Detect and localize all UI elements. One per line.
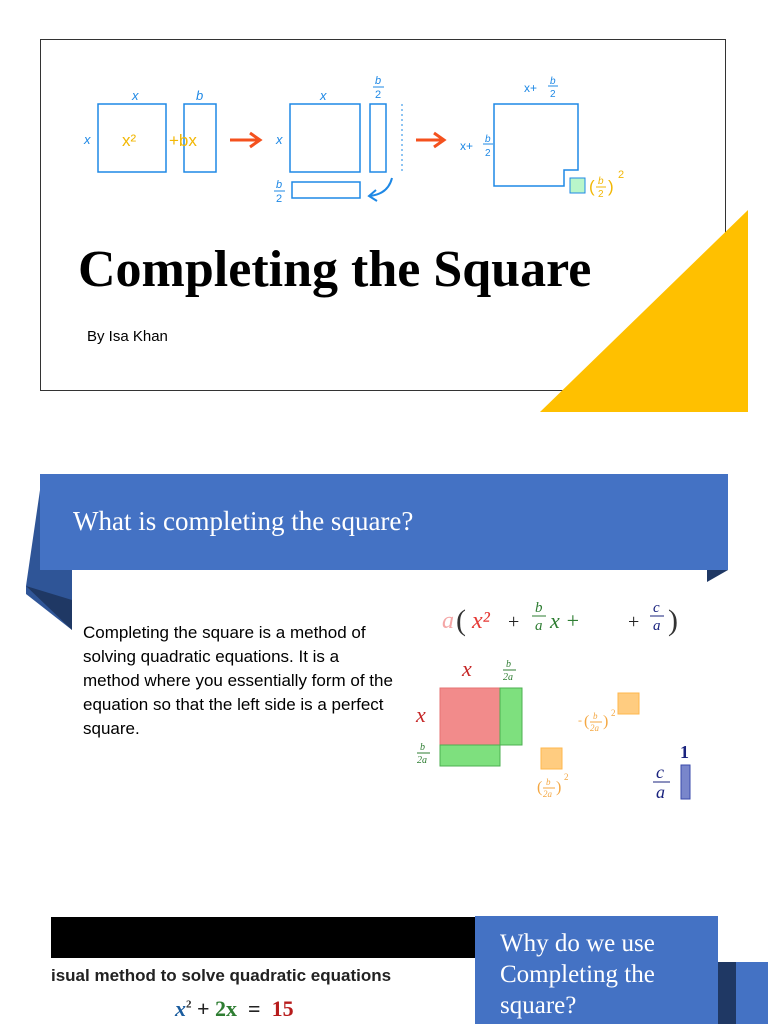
frac-b-den-4: 2: [485, 148, 491, 159]
frac-b-den-2: 2: [276, 193, 283, 205]
eq-x: x: [175, 996, 186, 1021]
frac-a-2: a: [653, 618, 661, 634]
x-squared-area: [440, 688, 500, 745]
frac-b: b: [535, 600, 543, 616]
eq-plus: +: [197, 996, 210, 1021]
paren-close: ): [608, 177, 614, 196]
plus-1: +: [508, 611, 520, 633]
b-half-strip-vertical: [370, 104, 386, 172]
label-x-plus-left: x+: [460, 139, 474, 153]
frac-b-num-3: b: [550, 76, 556, 87]
pos-frac-2a: 2a: [543, 789, 552, 799]
slide-title: Completing the Square: [78, 241, 592, 298]
banner-fold-right: [707, 570, 728, 582]
label-x-left: x: [416, 702, 426, 727]
pos-exponent: 2: [564, 772, 569, 782]
label-x-plus-top: x+: [524, 81, 538, 95]
neg-paren-close: ): [603, 713, 609, 730]
pos-paren-open: (: [537, 779, 543, 796]
blue-block-decoration: [736, 962, 768, 1024]
paren-open: (: [456, 604, 466, 637]
missing-corner-square: [570, 178, 585, 193]
label-x-top: x: [462, 656, 472, 681]
author-line: By Isa Khan: [87, 328, 168, 345]
label-x-left: x: [84, 132, 91, 147]
neg-frac-b: b: [593, 711, 598, 721]
video-top-bar: [51, 917, 475, 958]
area-model-diagram: [410, 592, 710, 812]
orange-arrow-1: [230, 133, 260, 147]
video-caption: isual method to solve quadratic equations: [51, 966, 392, 985]
frac-b-den-5: 2: [598, 189, 604, 200]
frac-b-num: b: [375, 75, 382, 87]
label-plus-bx: +bx: [169, 131, 197, 150]
term-x2: x²: [472, 608, 490, 634]
definition-text: Completing the square is a method of solving quadratic equations. It is a method where you essentially form of the equation so that the left side is a perfect square.: [83, 623, 393, 738]
horizontal-green-strip: [440, 745, 500, 766]
x-square-2: [290, 104, 360, 172]
label-x-squared: x²: [122, 131, 137, 150]
pos-paren-close: ): [556, 779, 562, 796]
positive-square: [541, 748, 562, 769]
eq-exp: 2: [186, 998, 192, 1011]
frac-b-den-3: 2: [550, 89, 556, 100]
exponent-2: 2: [618, 169, 625, 181]
pos-frac-b: b: [546, 777, 551, 787]
label-b-top: b: [196, 88, 204, 103]
label-x-top: x: [132, 88, 139, 103]
term-x-plus: x +: [550, 608, 581, 633]
label-one: 1: [680, 742, 689, 762]
question-title: Why do we use Completing the square?: [500, 930, 655, 1019]
paren-b-over-2-squared: (: [589, 177, 595, 196]
b-half-strip-horizontal: [292, 182, 360, 198]
completing-square-diagram: [70, 70, 650, 220]
bar-frac-a: a: [656, 782, 665, 802]
b-2a-top-den: 2a: [503, 672, 513, 683]
eq-2x: 2x: [215, 996, 238, 1021]
eq-equals: =: [248, 996, 261, 1021]
eq-rhs: 15: [271, 996, 294, 1021]
plus-2: +: [628, 611, 640, 633]
negative-square: [618, 693, 639, 714]
frac-b-num-5: b: [598, 176, 604, 187]
completed-square-outline: [494, 104, 578, 186]
frac-c: c: [653, 600, 660, 616]
label-x-top-2: x: [320, 88, 327, 103]
orange-arrow-2: [416, 133, 444, 147]
c-over-a-bar: [681, 765, 690, 799]
blue-curved-arrow: [369, 178, 392, 201]
neg-frac-2a: 2a: [590, 723, 599, 733]
frac-a: a: [535, 618, 543, 634]
coef-a: a: [442, 608, 454, 634]
example-equation: [175, 996, 294, 1022]
bar-frac-c: c: [656, 762, 664, 782]
b-2a-left-num: b: [420, 742, 425, 753]
frac-b-den: 2: [375, 89, 382, 101]
neg-exponent: 2: [611, 708, 616, 718]
frac-b-num-4: b: [485, 134, 491, 145]
paren-close: ): [668, 604, 678, 637]
label-x-left-2: x: [276, 132, 283, 147]
b-2a-left-den: 2a: [417, 755, 427, 766]
vertical-green-strip: [500, 688, 522, 745]
b-2a-top-num: b: [506, 659, 511, 670]
neg-paren-open: (: [584, 713, 590, 730]
section-title: What is completing the square?: [73, 506, 414, 536]
frac-b-num-2: b: [276, 179, 283, 191]
neg-sign: -: [578, 713, 582, 727]
